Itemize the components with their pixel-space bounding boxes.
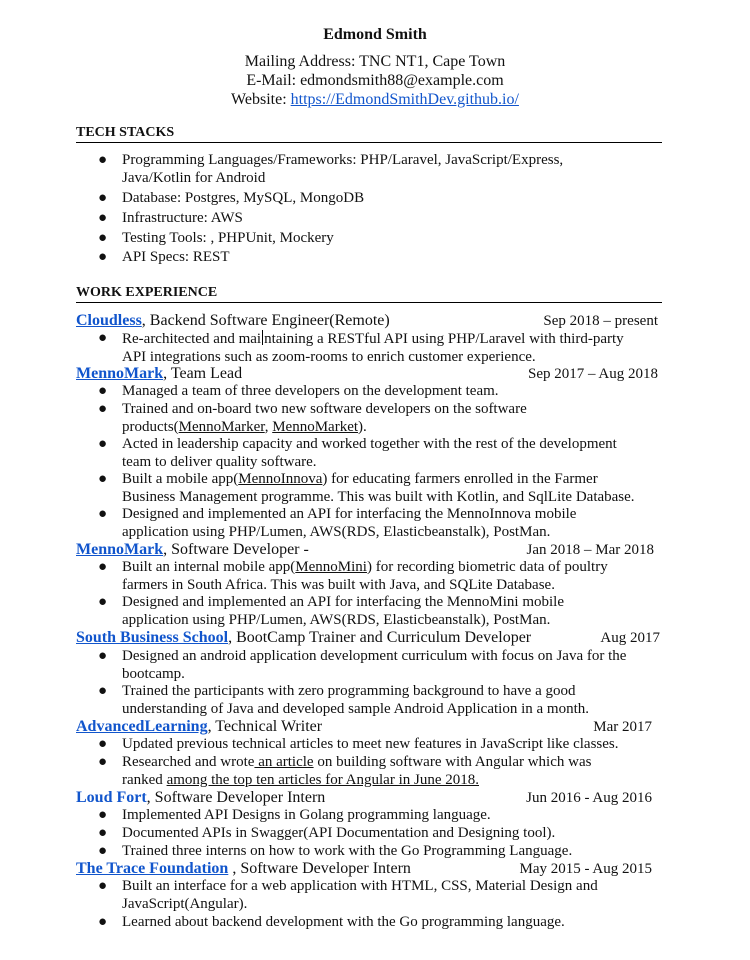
- list-item-text: ) for recording biometric data of poultry: [366, 559, 608, 575]
- bullet-icon: ●: [98, 843, 108, 859]
- list-item-text: application using PHP/Lumen, AWS(RDS, Elasticbeanstalk), PostMan.: [122, 611, 551, 628]
- list-item-text: Java/Kotlin for Android: [122, 169, 266, 186]
- job-date: Jan 2018 – Mar 2018: [526, 542, 654, 558]
- list-item-text: ntaining a RESTful API using PHP/Laravel with third-party: [264, 331, 624, 347]
- bullet-icon: ●: [98, 736, 108, 752]
- candidate-name: Edmond Smith: [323, 26, 427, 43]
- mailing-address: Mailing Address: TNC NT1, Cape Town: [244, 53, 506, 70]
- tech-stacks-heading: TECH STACKS: [76, 124, 662, 143]
- list-item: [100, 436, 660, 471]
- company-link[interactable]: AdvancedLearning: [76, 718, 208, 735]
- list-item-text: Documented APIs in Swagger(API Documentation and Designing tool).: [122, 825, 556, 841]
- list-item-text: ) for educating farmers enrolled in the Farmer: [322, 471, 598, 487]
- job-date: Jun 2016 - Aug 2016: [526, 790, 652, 806]
- list-item-text: understanding of Java and developed sample Android Application in a month.: [122, 700, 589, 717]
- list-item-text: bootcamp.: [122, 665, 185, 682]
- list-item-text: team to deliver quality software.: [122, 453, 317, 470]
- list-item: [100, 330, 660, 366]
- bullet-icon: ●: [98, 471, 108, 487]
- list-item: [100, 825, 660, 843]
- list-item-text: on building software with Angular which was: [313, 754, 592, 770]
- bullet-icon: ●: [98, 878, 108, 894]
- list-item-text: ).: [358, 418, 367, 435]
- article-link[interactable]: an article: [254, 754, 314, 770]
- list-item-text: Infrastructure: AWS: [122, 210, 243, 226]
- company-link[interactable]: MennoMark: [76, 541, 164, 558]
- job-role: , Backend Software Engineer(Remote): [141, 312, 390, 329]
- job-header: [76, 629, 660, 647]
- list-item-text: Testing Tools: , PHPUnit, Mockery: [122, 230, 334, 246]
- list-item: [100, 210, 660, 228]
- list-item-text: Acted in leadership capacity and worked together with the rest of the development: [122, 436, 617, 452]
- bullet-icon: ●: [98, 754, 108, 770]
- company-link[interactable]: MennoMark: [76, 365, 164, 382]
- list-item-text: API integrations such as zoom-rooms to enrich customer experience.: [122, 348, 536, 365]
- list-item-text: Trained three interns on how to work with the Go Programming Language.: [122, 843, 573, 859]
- bullet-icon: ●: [98, 383, 108, 399]
- job-header: [76, 312, 658, 330]
- list-item-text: ranked: [122, 771, 167, 788]
- list-item-text: application using PHP/Lumen, AWS(RDS, Elasticbeanstalk), PostMan.: [122, 523, 551, 540]
- list-item: [100, 506, 660, 541]
- list-item: [100, 594, 660, 629]
- job-role: , Team Lead: [163, 365, 243, 382]
- list-item: [100, 249, 660, 267]
- list-item: [100, 152, 660, 187]
- website-line: [0, 90, 750, 109]
- list-item: [100, 843, 660, 861]
- list-item-text: Updated previous technical articles to meet new features in JavaScript like classes.: [122, 736, 619, 752]
- job-header: [76, 789, 652, 807]
- bullet-icon: ●: [98, 559, 108, 575]
- bullet-icon: ●: [98, 594, 108, 610]
- list-item: [100, 559, 660, 594]
- list-item-text: farmers in South Africa. This was built with Java, and SQLite Database.: [122, 576, 555, 593]
- list-item-text: Researched and wrote: [122, 754, 255, 770]
- bullet-icon: ●: [98, 914, 108, 930]
- bullet-icon: ●: [98, 436, 108, 452]
- bullet-icon: ●: [98, 249, 108, 265]
- product-link[interactable]: MennoMini: [295, 559, 367, 575]
- job-date: Mar 2017: [593, 719, 652, 735]
- bullet-icon: ●: [98, 648, 108, 664]
- bullet-icon: ●: [98, 683, 108, 699]
- product-link[interactable]: MennoMarker: [178, 418, 265, 435]
- list-item: [100, 401, 660, 436]
- list-item-text: Trained and on-board two new software developers on the software: [122, 401, 527, 417]
- list-item-text: Implemented API Designs in Golang programming language.: [122, 807, 491, 823]
- website-label: Website:: [231, 91, 291, 108]
- job-header: [76, 541, 658, 559]
- product-link[interactable]: MennoInnova: [238, 471, 323, 487]
- job-date: Aug 2017: [600, 630, 660, 646]
- job-date: May 2015 - Aug 2015: [519, 861, 652, 877]
- list-item: [100, 190, 660, 208]
- list-item: [100, 230, 660, 248]
- job-date: Sep 2018 – present: [543, 313, 658, 329]
- list-item: [100, 754, 660, 789]
- bullet-icon: ●: [98, 152, 108, 168]
- list-item: [100, 807, 660, 825]
- list-item-text: Business Management programme. This was built with Kotlin, and SqlLite Database.: [122, 488, 635, 505]
- list-item: [100, 878, 660, 913]
- company-link[interactable]: South Business School: [76, 629, 229, 646]
- job-header: [76, 860, 652, 878]
- text-cursor: [262, 330, 263, 345]
- bullet-icon: ●: [98, 210, 108, 226]
- bullet-icon: ●: [98, 190, 108, 206]
- list-item-text: Built an interface for a web application with HTML, CSS, Material Design and: [122, 878, 598, 894]
- list-item-text: Programming Languages/Frameworks: PHP/Laravel, JavaScript/Express,: [122, 152, 564, 168]
- list-item: [100, 648, 660, 683]
- job-role: , Technical Writer: [207, 718, 323, 735]
- product-link[interactable]: MennoMarket: [272, 418, 359, 435]
- job-role: , Software Developer Intern: [146, 789, 326, 806]
- company-link[interactable]: The Trace Foundation: [76, 860, 229, 877]
- bullet-icon: ●: [98, 825, 108, 841]
- list-item-text: JavaScript(Angular).: [122, 895, 248, 912]
- list-item: [100, 736, 660, 754]
- bullet-icon: ●: [98, 330, 108, 346]
- list-item-text: Designed and implemented an API for interfacing the MennoMini mobile: [122, 594, 564, 610]
- ranking-link[interactable]: among the top ten articles for Angular in June 2018.: [166, 771, 479, 788]
- website-link[interactable]: https://EdmondSmithDev.github.io/: [290, 91, 519, 108]
- bullet-icon: ●: [98, 230, 108, 246]
- list-item-text: Database: Postgres, MySQL, MongoDB: [122, 190, 365, 206]
- email-line: E-Mail: edmondsmith88@example.com: [246, 72, 504, 89]
- list-item-text: products(: [122, 418, 179, 435]
- list-item-text: Trained the participants with zero programming background to have a good: [122, 683, 576, 699]
- job-date: Sep 2017 – Aug 2018: [527, 366, 658, 382]
- list-item-text: ,: [264, 418, 273, 435]
- job-header: [76, 365, 658, 383]
- job-role: , Software Developer -: [163, 541, 309, 558]
- list-item-text: Designed and implemented an API for interfacing the MennoInnova mobile: [122, 506, 577, 522]
- company-link[interactable]: Cloudless: [76, 312, 142, 329]
- bullet-icon: ●: [98, 401, 108, 417]
- company-name: Loud Fort: [76, 789, 147, 806]
- list-item-text: API Specs: REST: [122, 249, 230, 265]
- list-item: [100, 683, 660, 718]
- job-role: , Software Developer Intern: [228, 860, 411, 877]
- bullet-icon: ●: [98, 506, 108, 522]
- work-experience-heading: WORK EXPERIENCE: [76, 284, 662, 303]
- job-header: [76, 718, 652, 736]
- list-item: [100, 471, 660, 506]
- list-item-text: Learned about backend development with the Go programming language.: [122, 914, 565, 930]
- list-item-text: Built a mobile app(: [122, 471, 239, 487]
- list-item-text: Built an internal mobile app(: [122, 559, 296, 575]
- list-item: [100, 383, 660, 401]
- list-item-text: Designed an android application development curriculum with focus on Java for the: [122, 648, 627, 664]
- job-role: , BootCamp Trainer and Curriculum Developer: [228, 629, 532, 646]
- list-item-text: Re-architected and mai: [122, 331, 262, 347]
- list-item-text: Managed a team of three developers on the development team.: [122, 383, 499, 399]
- bullet-icon: ●: [98, 807, 108, 823]
- list-item: [100, 914, 660, 932]
